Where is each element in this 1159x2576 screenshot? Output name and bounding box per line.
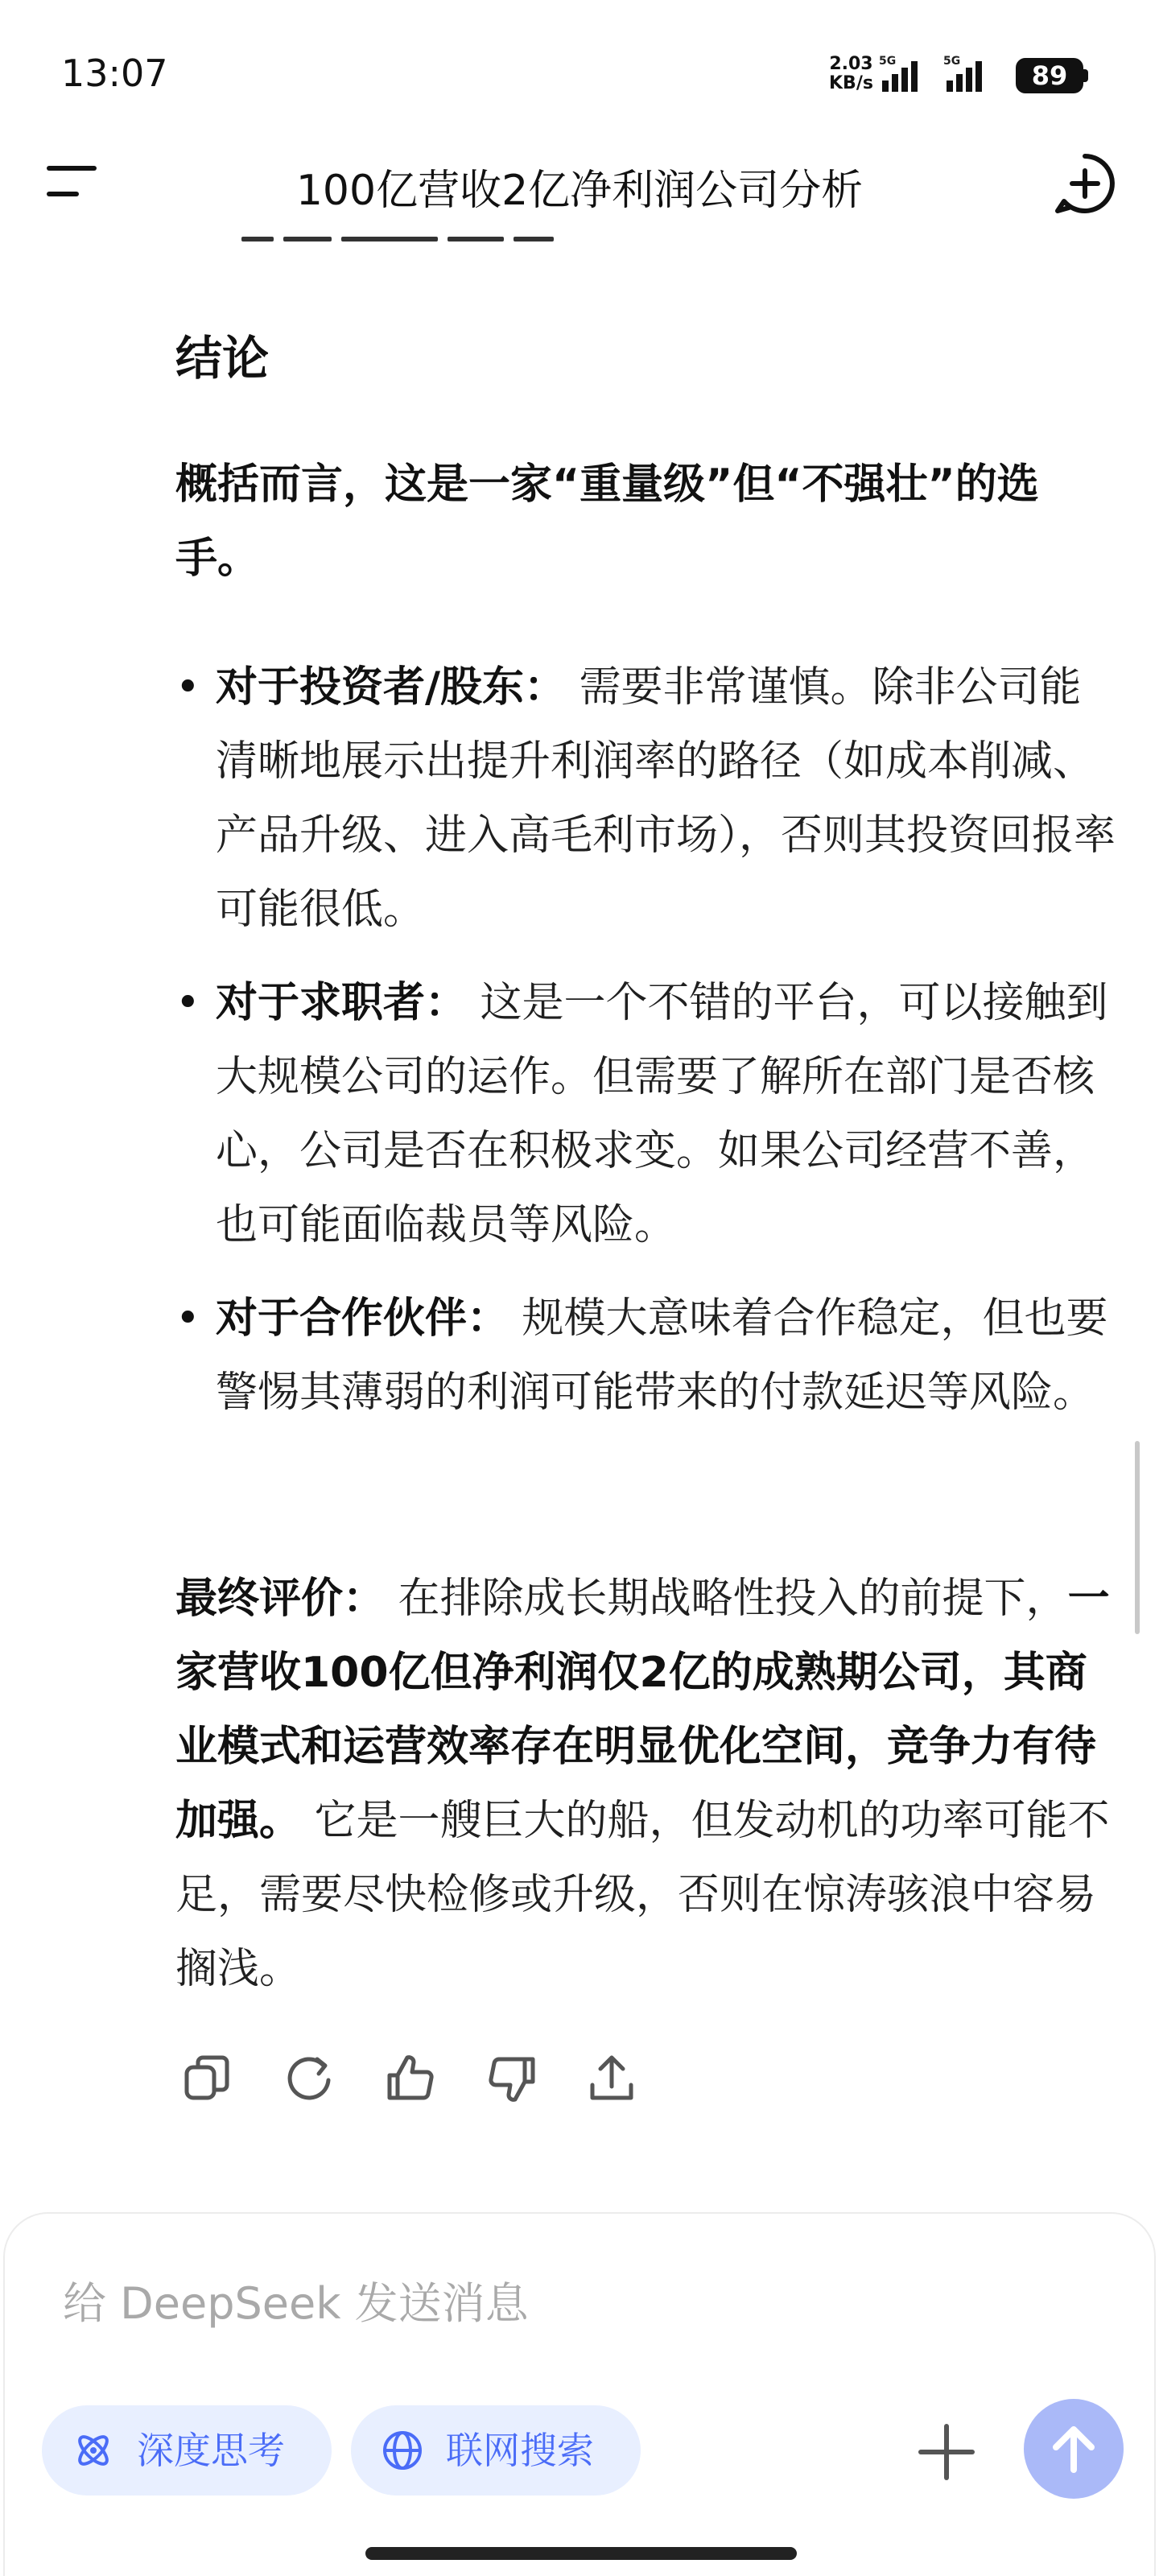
network-type: 5G bbox=[879, 55, 897, 68]
summary-text: 概括而言，这是一家“重量级”但“不强壮”的选手。 bbox=[175, 460, 1039, 583]
bullet-text: 规模大意味着合作稳定，但也要警惕其薄弱的利润可能带来的付款延迟等风险。 bbox=[216, 1294, 1108, 1417]
deep-think-button[interactable] bbox=[42, 2405, 332, 2496]
cut-off-text bbox=[241, 227, 692, 242]
network-type-2: 5G bbox=[943, 55, 961, 68]
thumbs-up-icon[interactable] bbox=[383, 2051, 438, 2106]
scrollbar-thumb[interactable] bbox=[1135, 1441, 1140, 1634]
list-item bbox=[175, 1282, 1116, 1430]
battery-tip bbox=[1083, 69, 1088, 82]
web-search-label: 联网搜索 bbox=[446, 2429, 594, 2472]
final-text-1: 在排除成长期战略性投入的前提下， bbox=[398, 1575, 1068, 1623]
final-text-2: 它是一艘巨大的船，但发动机的功率可能不足，需要尽快检修或升级，否则在惊涛骇浪中容易搁浅。 bbox=[175, 1797, 1110, 1993]
new-chat-icon[interactable] bbox=[1053, 151, 1117, 216]
bullet-label: 对于求职者： bbox=[216, 979, 468, 1027]
bullet-label: 对于合作伙伴： bbox=[216, 1294, 509, 1343]
arrow-up-icon bbox=[1024, 2399, 1124, 2499]
bullet-list bbox=[175, 650, 1116, 1449]
battery-icon: 89 bbox=[1016, 58, 1083, 93]
regenerate-icon[interactable] bbox=[282, 2051, 336, 2106]
web-search-button[interactable] bbox=[351, 2405, 641, 2496]
signal-icon bbox=[879, 56, 927, 97]
copy-icon[interactable] bbox=[180, 2051, 235, 2106]
deep-think-label: 深度思考 bbox=[137, 2429, 285, 2472]
message-input[interactable] bbox=[61, 2270, 950, 2336]
menu-icon[interactable] bbox=[45, 159, 101, 204]
status-time: 13:07 bbox=[61, 52, 168, 95]
thumbs-down-icon[interactable] bbox=[485, 2051, 539, 2106]
network-speed-value: 2.03 bbox=[829, 54, 873, 74]
attach-plus-icon[interactable] bbox=[916, 2421, 977, 2483]
share-icon[interactable] bbox=[584, 2051, 639, 2106]
atom-icon bbox=[72, 2429, 114, 2471]
bullet-text: 这是一个不错的平台，可以接触到大规模公司的运作。但需要了解所在部门是否核心，公司是否在积极求变。如果公司经营不善，也可能面临裁员等风险。 bbox=[216, 979, 1108, 1249]
final-evaluation bbox=[175, 1562, 1116, 2006]
home-indicator[interactable] bbox=[365, 2547, 797, 2560]
final-label: 最终评价： bbox=[175, 1575, 386, 1623]
bullet-text: 需要非常谨慎。除非公司能清晰地展示出提升利润率的路径（如成本削减、产品升级、进入高毛利市场），否则其投资回报率可能很低。 bbox=[216, 663, 1116, 934]
list-item bbox=[175, 966, 1116, 1262]
final-bold-text: 一家营收100亿但净利润仅2亿的成熟期公司，其商业模式和运营效率存在明显优化空间，竞争力有待加强。 bbox=[175, 1575, 1110, 1845]
status-bar bbox=[0, 0, 1159, 145]
chat-header bbox=[0, 137, 1159, 225]
input-panel bbox=[3, 2212, 1156, 2576]
network-speed bbox=[829, 55, 873, 93]
list-item bbox=[175, 650, 1116, 947]
globe-icon bbox=[382, 2429, 423, 2471]
send-button[interactable] bbox=[1024, 2399, 1124, 2499]
message-actions bbox=[180, 2051, 663, 2116]
network-speed-unit: KB/s bbox=[829, 73, 873, 93]
chat-title[interactable]: 100亿营收2亿净利润公司分析 bbox=[295, 167, 864, 215]
bullet-label: 对于投资者/股东： bbox=[216, 663, 566, 712]
section-heading: 结论 bbox=[175, 331, 270, 386]
signal-icon-2 bbox=[943, 56, 992, 97]
